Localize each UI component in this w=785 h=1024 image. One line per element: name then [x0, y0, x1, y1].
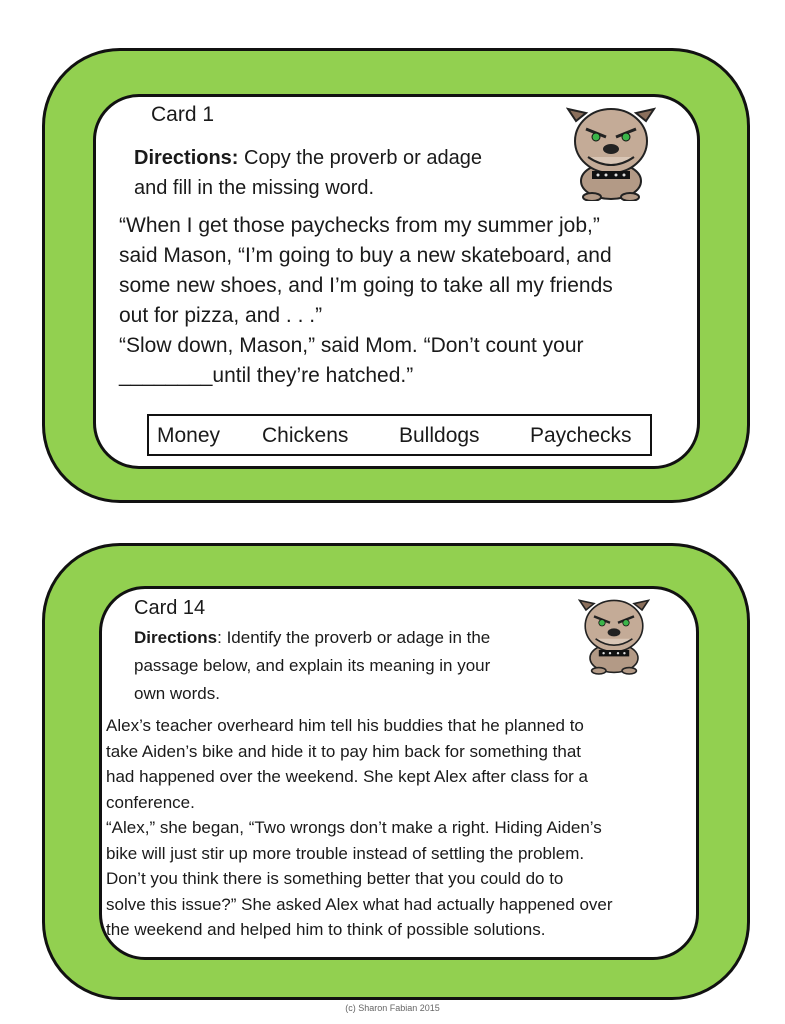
choice-paychecks: Paychecks	[530, 424, 632, 447]
directions-line: : Identify the proverb or adage in the	[217, 628, 491, 647]
passage	[106, 713, 613, 943]
directions	[134, 624, 490, 708]
passage-line: solve this issue?” She asked Alex what had actually happened over	[106, 894, 613, 914]
directions-label: Directions	[134, 628, 218, 647]
card-1	[42, 48, 750, 503]
directions-line: passage below, and explain its meaning in your	[134, 656, 491, 675]
directions-line: Copy the proverb or adage	[244, 147, 482, 169]
passage-line: the weekend and helped him to think of possible solutions.	[106, 920, 546, 939]
passage-line: bike will just stir up more trouble instead of settling the problem.	[106, 843, 585, 863]
directions-line: and fill in the missing word.	[134, 177, 375, 199]
card-1-content	[93, 94, 700, 469]
directions-label: Directions:	[134, 147, 239, 169]
bulldog-icon	[578, 593, 650, 675]
passage-line: Don’t you think there is something better that you could do to	[106, 869, 564, 888]
card-title: Card 1	[151, 103, 215, 126]
directions	[134, 143, 482, 203]
choice-bulldogs: Bulldogs	[399, 424, 480, 447]
card-14	[42, 543, 750, 1000]
card-14-content	[99, 586, 699, 960]
passage-line: conference.	[106, 792, 195, 812]
bulldog-icon	[566, 101, 656, 201]
passage-line: Alex’s teacher overheard him tell his buddies that he planned to	[106, 716, 584, 735]
choice-money: Money	[157, 424, 221, 447]
passage-line: “When I get those paychecks from my summer job,”	[119, 214, 600, 237]
passage-line: “Alex,” she began, “Two wrongs don’t make a right. Hiding Aiden’s	[106, 818, 602, 837]
card-title: Card 14	[134, 597, 206, 619]
passage-line: out for pizza, and . . .”	[119, 304, 323, 327]
directions-line: own words.	[134, 684, 220, 703]
copyright-footer: (c) Sharon Fabian 2015	[345, 1003, 440, 1013]
passage-line: ________until they’re hatched.”	[119, 364, 414, 387]
word-choices-box	[147, 414, 652, 456]
passage-line: had happened over the weekend. She kept Alex after class for a	[106, 767, 588, 786]
passage-line: “Slow down, Mason,” said Mom. “Don’t count your	[119, 334, 584, 357]
passage-line: some new shoes, and I’m going to take all my friends	[119, 274, 613, 297]
passage-line: take Aiden’s bike and hide it to pay him back for something that	[106, 741, 582, 761]
choice-chickens: Chickens	[262, 424, 349, 447]
passage-line: said Mason, “I’m going to buy a new skateboard, and	[119, 244, 612, 267]
passage	[119, 211, 613, 391]
